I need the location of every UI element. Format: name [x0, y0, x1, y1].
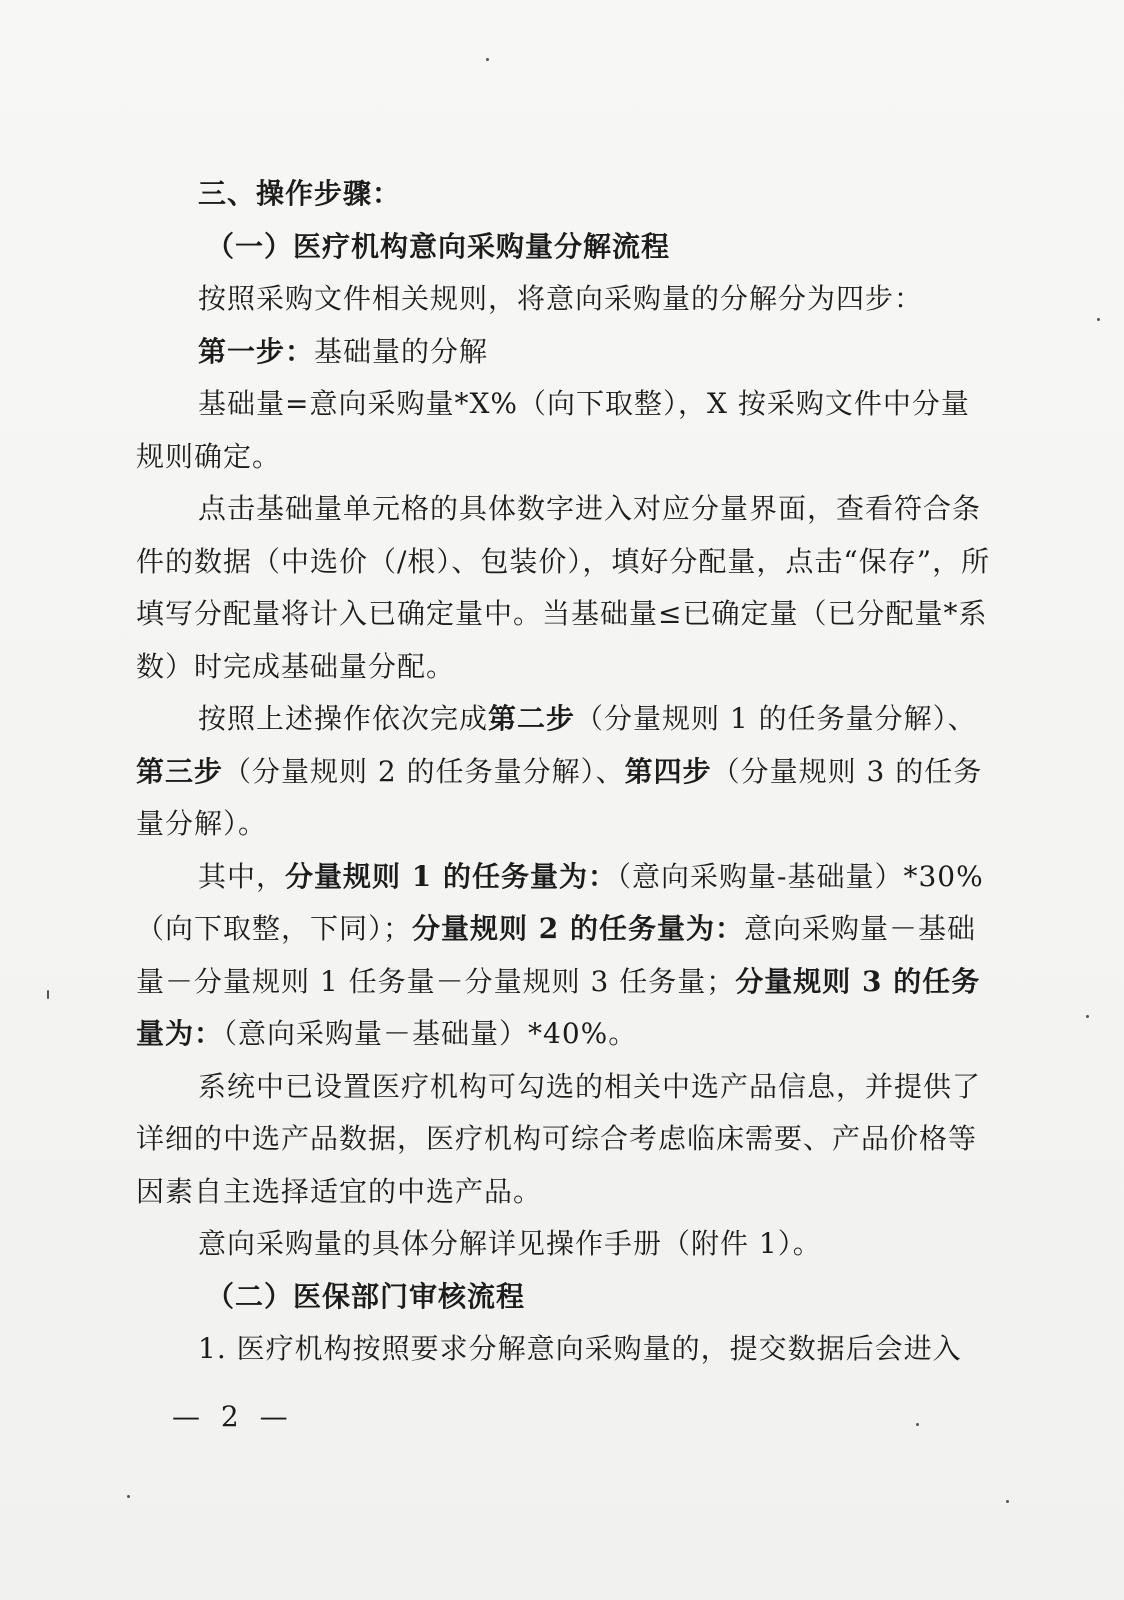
step2-title: 第二步	[488, 702, 576, 735]
rules-paragraph	[136, 851, 996, 1061]
scan-speck	[916, 1423, 919, 1426]
scan-speck	[47, 990, 49, 999]
step3-title: 第三步	[136, 754, 224, 788]
scan-speck	[127, 1495, 130, 1498]
rule3-text: （意向采购量－基础量）*40%。	[223, 1017, 638, 1050]
subsection-heading-2: （二）医保部门审核流程	[206, 1279, 526, 1313]
click-instructions-paragraph: 点击基础量单元格的具体数字进入对应分量界面，查看符合条件的数据（中选价（/根）、包装价），填好分配量，点击“保存”，所填写分配量将计入已确定量中。当基础量≤已确定量（已分配量*系数）时完成基础量分配。	[136, 492, 991, 683]
system-paragraph: 系统中已设置医疗机构可勾选的相关中选产品信息，并提供了详细的中选产品数据，医疗机构可综合考虑临床需要、产品价格等因素自主选择适宜的中选产品。	[136, 1069, 982, 1208]
rule3-title: 分量规则 3 的任务量为：	[136, 964, 981, 1050]
subsection-heading-1: （一）医疗机构意向采购量分解流程	[206, 229, 671, 263]
rule1-title: 分量规则 1 的任务量为：	[285, 859, 617, 893]
manual-paragraph: 意向采购量的具体分解详见操作手册（附件 1）。	[198, 1227, 822, 1260]
scan-speck	[1006, 1500, 1009, 1503]
where-prefix: 其中，	[198, 859, 286, 893]
steps-prefix: 按照上述操作依次完成	[198, 702, 489, 735]
scan-speck	[1097, 318, 1100, 321]
review-item-1: 1. 医疗机构按照要求分解意向采购量的，提交数据后会进入	[198, 1332, 962, 1365]
formula-paragraph: 基础量=意向采购量*X%（向下取整），X 按采购文件中分量规则确定。	[136, 387, 970, 473]
step3-text: （分量规则 2 的任务量分解）、	[223, 754, 625, 788]
step1-title: 第一步：	[198, 334, 315, 368]
step2-text: （分量规则 1 的任务量分解）、	[575, 702, 977, 735]
steps-paragraph	[136, 693, 996, 851]
section-heading: 三、操作步骤：	[198, 177, 402, 210]
rule2-text: 意向采购量－基础量－分量规则 1 任务量－分量规则 3 任务量；	[136, 912, 977, 998]
page-number: — 2 —	[172, 1400, 294, 1433]
step4-title: 第四步	[624, 754, 712, 788]
step1-paragraph	[136, 326, 996, 379]
rule1-text: （意向采购量-基础量）*30%（向下取整，下同）；	[136, 859, 984, 945]
document-body	[136, 168, 996, 1376]
step4-text: （分量规则 3 的任务量分解）。	[136, 754, 983, 840]
intro-paragraph: 按照采购文件相关规则，将意向采购量的分解分为四步：	[198, 282, 924, 315]
scan-speck	[486, 58, 489, 61]
rule2-title: 分量规则 2 的任务量为：	[412, 912, 744, 945]
step1-text: 基础量的分解	[314, 334, 489, 368]
scan-speck	[1086, 1015, 1089, 1018]
